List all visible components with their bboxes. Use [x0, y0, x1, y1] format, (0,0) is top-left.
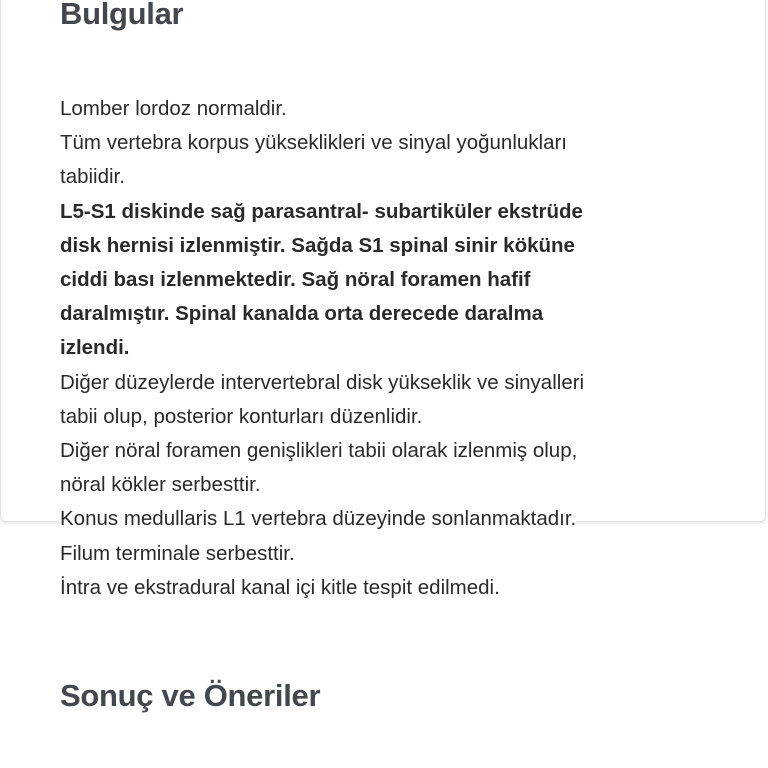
- findings-heading: Bulgular: [60, 0, 184, 31]
- finding-line: tabiidir.: [60, 165, 125, 189]
- finding-line-bold: disk hernisi izlenmiştir. Sağda S1 spinal sinir köküne: [60, 233, 575, 257]
- finding-line: Filum terminale serbesttir.: [60, 541, 295, 565]
- conclusion-heading: Sonuç ve Öneriler: [60, 678, 321, 713]
- finding-line: Konus medullaris L1 vertebra düzeyinde sonlanmaktadır.: [60, 502, 576, 536]
- finding-line-bold: ciddi bası izlenmektedir. Sağ nöral foramen hafif: [60, 268, 531, 292]
- finding-line-bold: daralmıştır. Spinal kanalda orta derecede daralma: [60, 302, 544, 326]
- finding-line: tabii olup, posterior konturları düzenlidir.: [60, 404, 423, 428]
- finding-line: Lomber lordoz normaldir.: [60, 97, 287, 120]
- finding-line: Tüm vertebra korpus yükseklikleri ve sinyal yoğunlukları: [60, 131, 568, 155]
- findings-text: [60, 92, 700, 605]
- finding-line-bold: izlendi.: [60, 336, 130, 360]
- finding-line: nöral kökler serbesttir.: [60, 473, 261, 497]
- finding-line: Diğer nöral foramen genişlikleri tabii olarak izlenmiş olup,: [60, 439, 578, 463]
- finding-line: Diğer düzeylerde intervertebral disk yükseklik ve sinyalleri: [60, 370, 585, 394]
- finding-line: İntra ve ekstradural kanal içi kitle tespit edilmedi.: [60, 575, 500, 599]
- finding-line-bold: L5-S1 diskinde sağ parasantral- subartiküler ekstrüde: [60, 199, 583, 223]
